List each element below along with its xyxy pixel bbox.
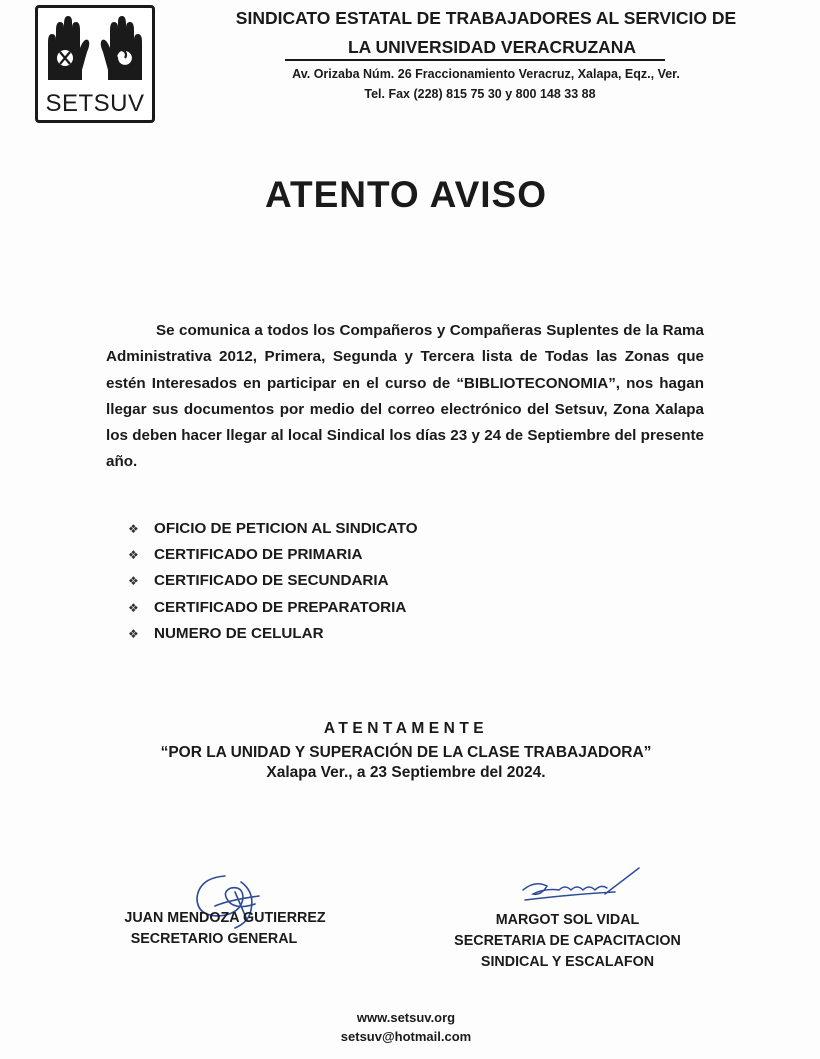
signer-left-name: JUAN MENDOZA GUTIERREZ	[124, 910, 326, 926]
email-address: setsuv@hotmail.com	[340, 1029, 472, 1044]
list-item	[128, 542, 418, 568]
website-link: www.setsuv.org	[356, 1010, 456, 1025]
diamond-bullet-icon: ❖	[128, 574, 139, 589]
place-and-date: Xalapa Ver., a 23 Septiembre del 2024.	[266, 764, 546, 781]
union-motto: “POR LA UNIDAD Y SUPERACIÓN DE LA CLASE TRABAJADORA”	[160, 744, 652, 761]
list-item	[128, 595, 418, 621]
logo-wordmark: SETSUV	[45, 90, 145, 117]
notice-body	[106, 318, 704, 476]
list-item	[128, 621, 418, 647]
diamond-bullet-icon: ❖	[128, 522, 139, 536]
diamond-bullet-icon: ❖	[128, 626, 139, 641]
signer-right-title-line2: SINDICAL Y ESCALAFON	[480, 954, 655, 970]
diamond-bullet-icon: ❖	[128, 600, 139, 615]
organization-name-line2: LA UNIVERSIDAD VERACRUZANA	[347, 37, 637, 57]
signature-right-icon	[515, 862, 645, 912]
requirement-text: CERTIFICADO DE SECUNDARIA	[154, 572, 389, 590]
notice-body-part1: Se comunica a todos los Compañeros y Compañeras Suplentes de la Rama Administrativa 2012, Primera, Segunda y Tercera lista de Todas las Zonas que estén Interesados en participar en el curso de	[106, 322, 704, 392]
notice-body-part2: , nos hagan llegar sus documentos por medio del correo electrónico del Setsuv, Zona Xalapa los deben hacer llegar al local Sindical los días 23 y 24 de Septiembre del presente año.	[106, 374, 704, 471]
requirements-list	[128, 516, 418, 647]
signer-left-title: SECRETARIO GENERAL	[130, 931, 298, 947]
phone-line: Tel. Fax (228) 815 75 30 y 800 148 33 88	[364, 87, 596, 101]
signer-right-title: SECRETARIA DE CAPACITACION	[454, 933, 681, 949]
requirement-text: CERTIFICADO DE PRIMARIA	[154, 546, 363, 564]
header-underline	[285, 59, 665, 61]
raised-hands-emblem-icon	[38, 8, 152, 98]
requirement-text: OFICIO DE PETICION AL SINDICATO	[154, 520, 418, 537]
requirement-text: NUMERO DE CELULAR	[154, 624, 324, 642]
list-item	[128, 516, 418, 542]
signer-right-name: MARGOT SOL VIDAL	[495, 912, 640, 928]
organization-name-line1: SINDICATO ESTATAL DE TRABAJADORES AL SERVICIO DE	[235, 8, 737, 28]
closing-salutation: ATENTAMENTE	[323, 720, 489, 737]
address-line: Av. Orizaba Núm. 26 Fraccionamiento Veracruz, Xalapa, Eqz., Ver.	[292, 67, 680, 81]
notice-title: ATENTO AVISO	[265, 174, 547, 215]
requirement-text: CERTIFICADO DE PREPARATORIA	[154, 598, 407, 616]
list-item	[128, 568, 418, 594]
course-name: “BIBLIOTECONOMIA”	[456, 374, 616, 392]
diamond-bullet-icon: ❖	[128, 548, 139, 563]
setsuv-logo	[35, 5, 155, 123]
